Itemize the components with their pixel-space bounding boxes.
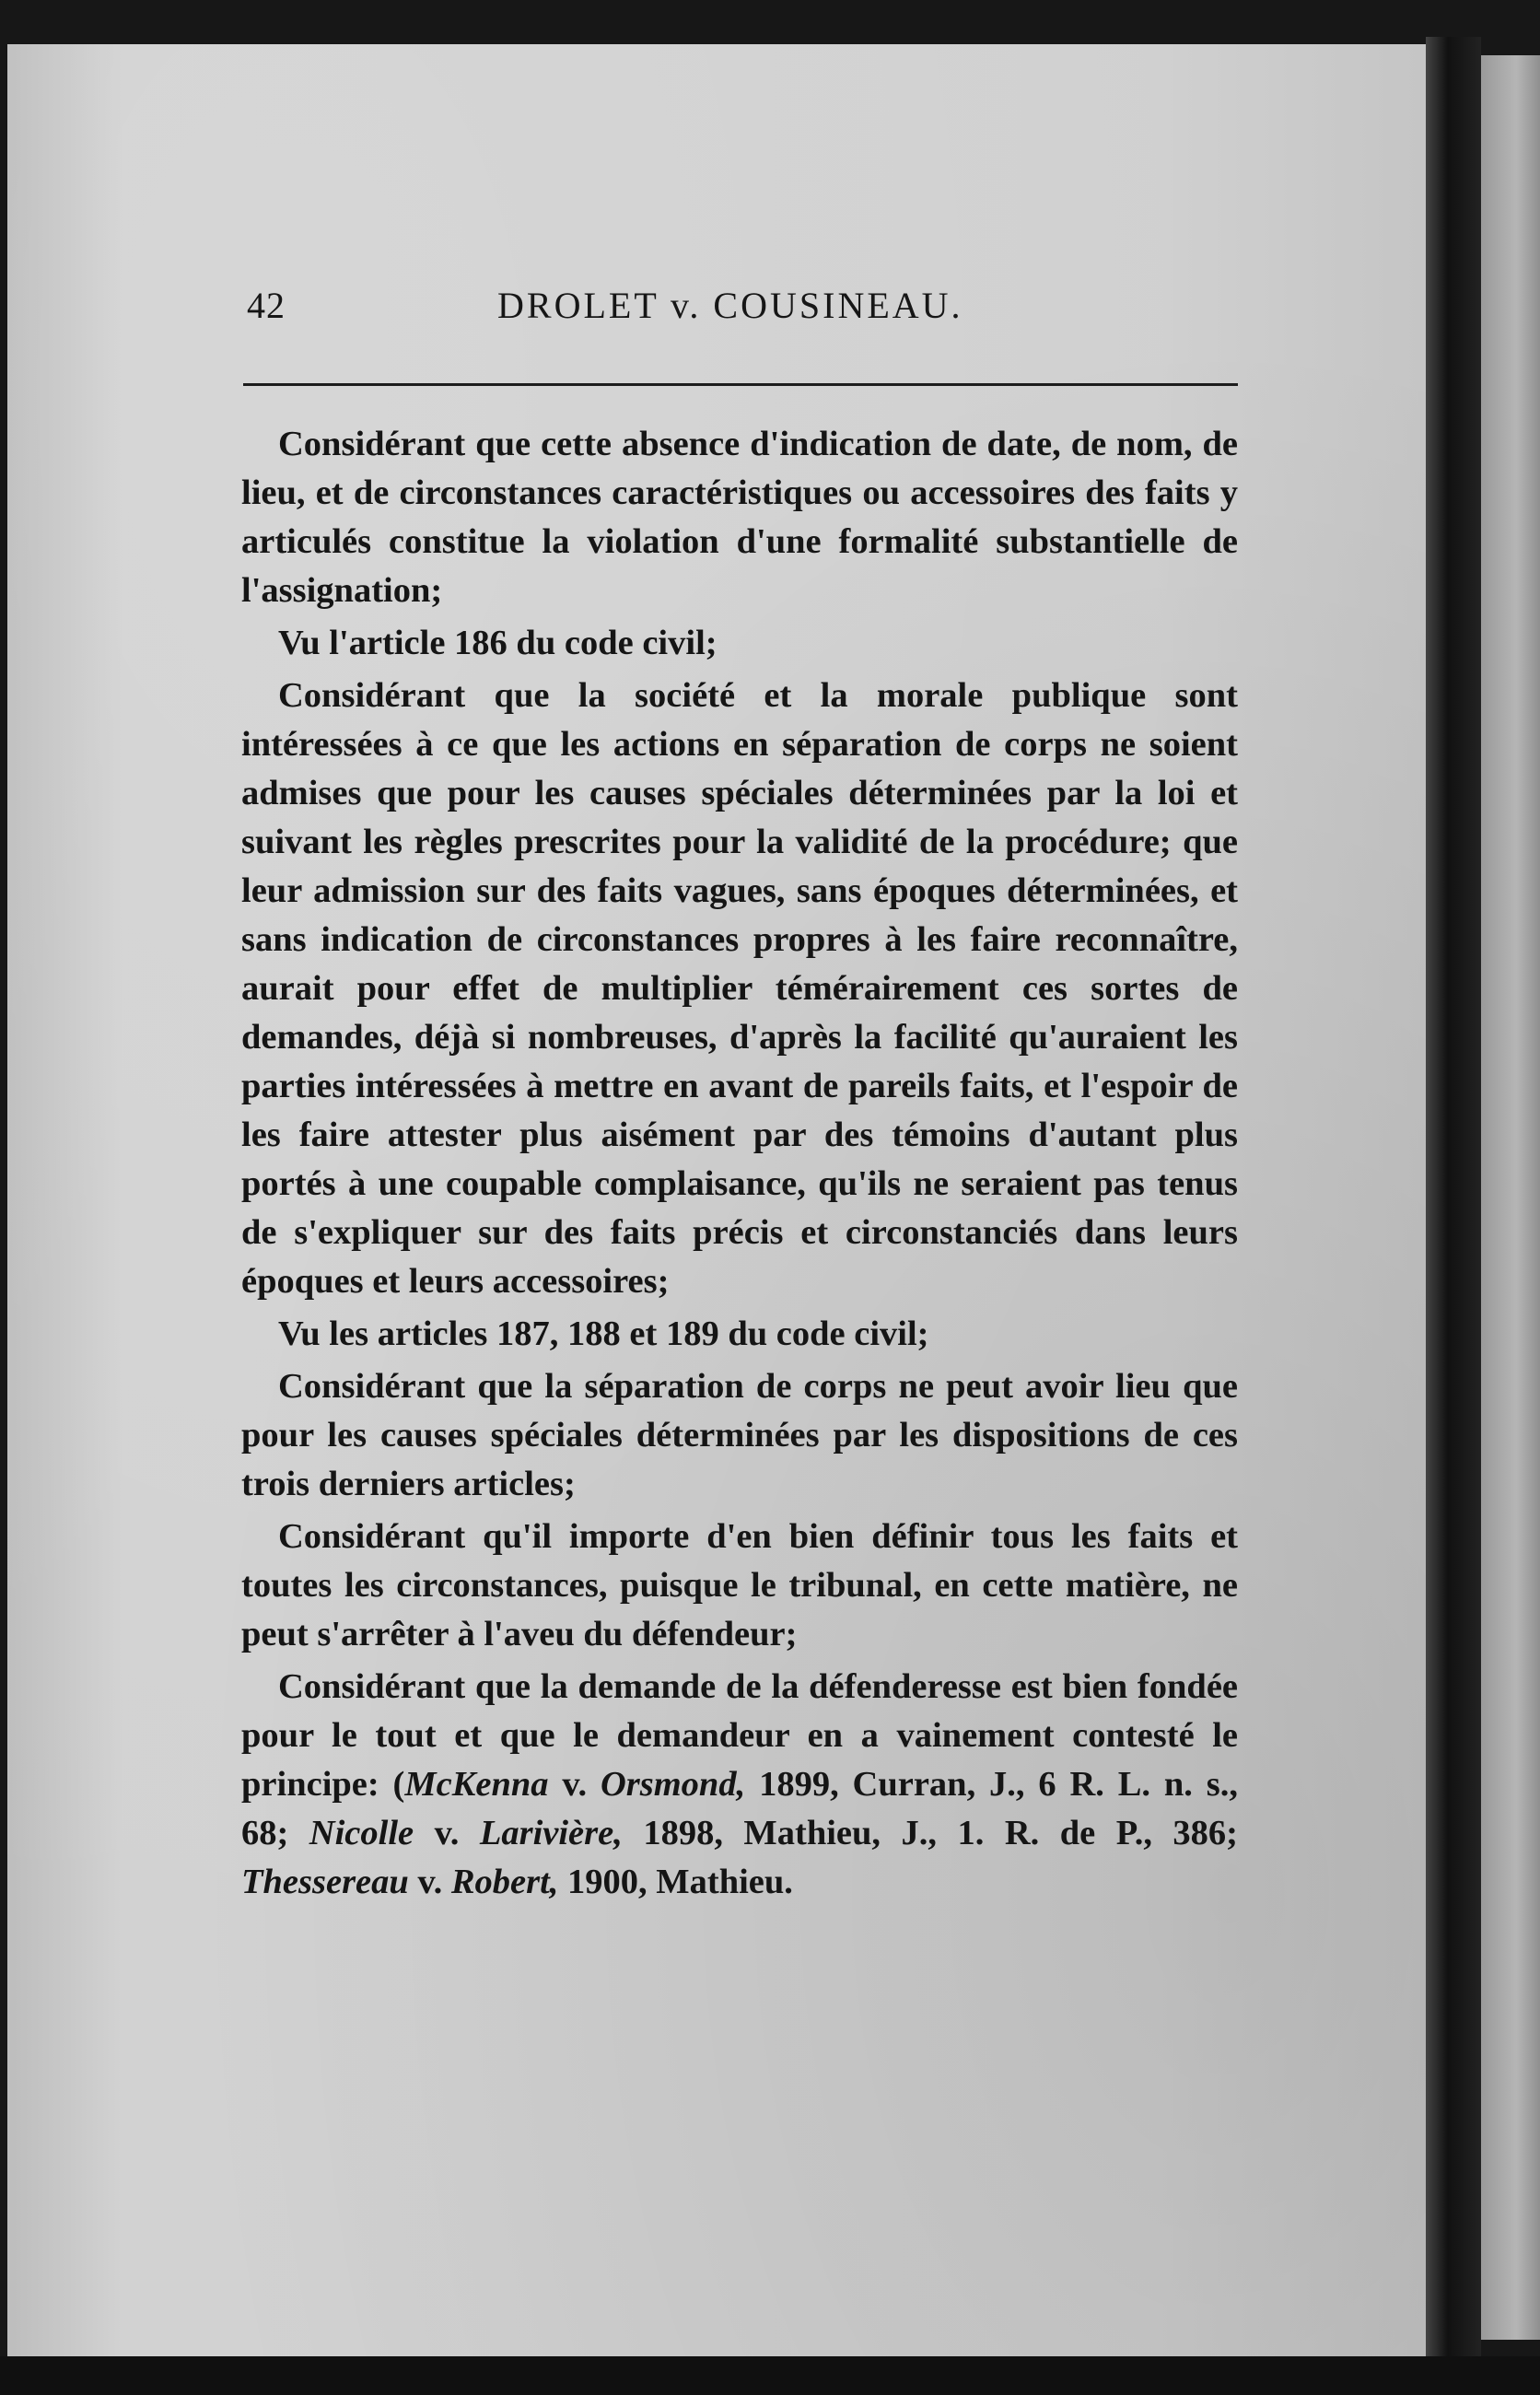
running-head: DROLET v. COUSINEAU. (497, 285, 963, 326)
case-1-versus: v. (548, 1765, 601, 1804)
case-2-citation: 1898, Mathieu, J., 1. R. de P., 386; (622, 1814, 1238, 1852)
paragraph-7 (241, 1663, 1238, 1907)
paragraph-6: Considérant qu'il importe d'en bien définir tous les faits et toutes les circonstances, puisque le tribunal, en cette matière, ne peut s'arrêter à l'aveu du défendeur; (241, 1517, 1238, 1653)
case-2-party-2: Larivière, (479, 1814, 623, 1852)
book-spine-shadow (1426, 37, 1481, 2367)
case-2-versus: v. (414, 1814, 480, 1852)
page-number: 42 (247, 285, 286, 326)
page-header (239, 276, 1243, 332)
case-1-citation: 1899, Curran, J., 6 R. L. n. s., 68; (241, 1765, 1238, 1852)
facing-page-edge (1481, 55, 1540, 2340)
body-text (241, 420, 1238, 1910)
case-1-party-2: Orsmond, (600, 1765, 746, 1804)
scan-bottom-edge (0, 2356, 1540, 2395)
case-3-party-2: Robert, (450, 1863, 559, 1901)
paragraph-5: Considérant que la séparation de corps ne peut avoir lieu que pour les causes spéciales déterminées par les dispositions de ces trois derniers articles; (241, 1367, 1238, 1503)
case-2-party-1: Nicolle (309, 1814, 414, 1852)
header-rule (243, 383, 1238, 386)
case-1-party-1: McKenna (404, 1765, 549, 1804)
case-3-citation: 1900, Mathieu. (558, 1863, 793, 1901)
case-3-versus: v. (408, 1863, 451, 1901)
paragraph-2: Vu l'article 186 du code civil; (278, 624, 718, 662)
case-3-party-1: Thessereau (241, 1863, 409, 1901)
paragraph-7-lead: Considérant que la demande de la défenderesse est bien fondée pour le tout et que le demandeur en a vainement contesté le principe: ( (241, 1667, 1238, 1804)
paragraph-1: Considérant que cette absence d'indication de date, de nom, de lieu, et de circonstances caractéristiques ou accessoires des faits y articulés constitue la violation d'une formalité substantielle de l'assignation; (241, 425, 1238, 610)
paragraph-4: Vu les articles 187, 188 et 189 du code civil; (278, 1314, 929, 1353)
paragraph-3: Considérant que la société et la morale publique sont intéressées à ce que les actions en séparation de corps ne soient admises que pour les causes spéciales déterminées par la loi et suivant les règles prescrites pour la validité de la procédure; que leur admission sur des faits vagues, sans époques déterminées, et sans indication de circonstances propres à les faire reconnaître, aurait pour effet de multiplier témérairement ces sortes de demandes, déjà si nombreuses, d'après la facilité qu'auraient les parties intéressées à mettre en avant de pareils faits, et l'espoir de les faire attester plus aisément par des témoins d'autant plus portés à une coupable complaisance, qu'ils ne seraient pas tenus de s'expliquer sur des faits précis et circonstanciés dans leurs époques et leurs accessoires; (241, 676, 1238, 1301)
